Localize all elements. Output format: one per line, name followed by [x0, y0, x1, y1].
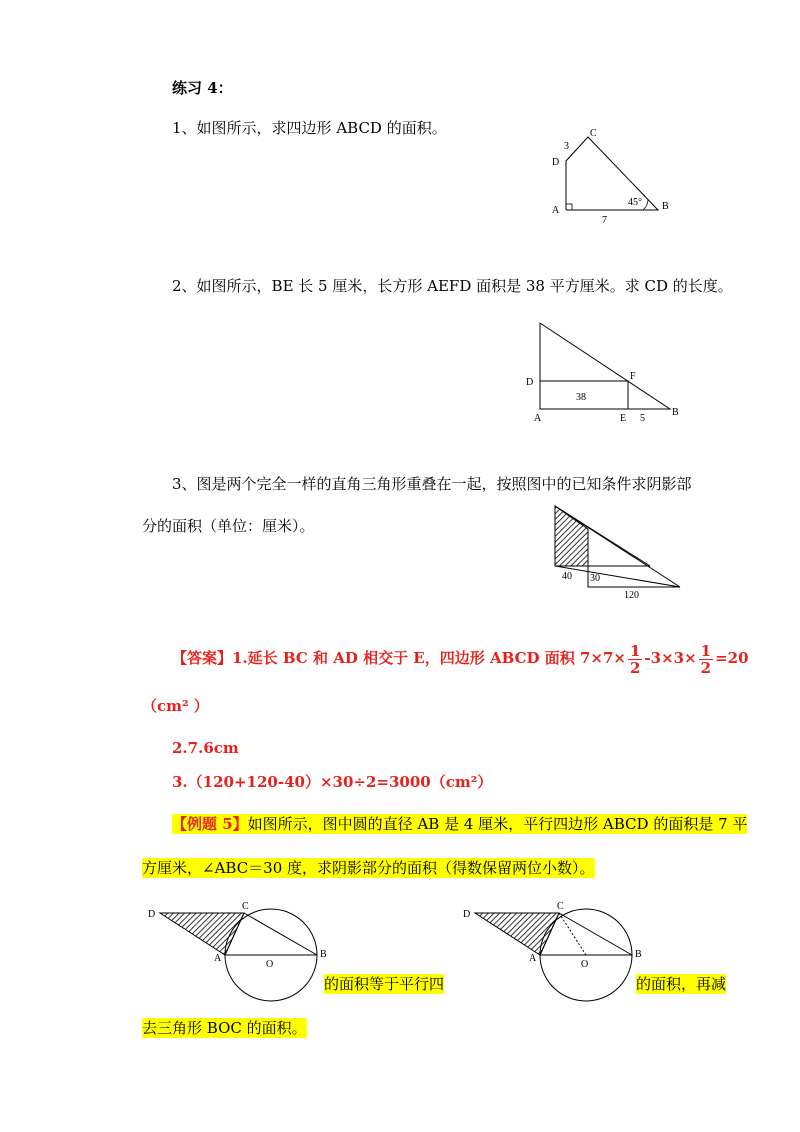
label-c: C	[242, 901, 249, 912]
circle-parallelogram-figure-right	[455, 895, 655, 1005]
label-be-5: 5	[640, 413, 645, 424]
question-3-line2: 分的面积（单位：厘米）。	[142, 517, 315, 535]
example-5-fragment-left: 的面积等于平行四	[324, 975, 445, 993]
answer-1-suffix: =20	[715, 649, 749, 667]
label-c: C	[557, 901, 564, 912]
label-d: D	[526, 377, 534, 388]
example-5-line2: 方厘米，∠ABC＝30 度，求阴影部分的面积（得数保留两位小数）。	[142, 859, 595, 877]
answer-3: 3.（120+120-40）×30÷2=3000（cm²）	[172, 773, 493, 791]
label-a: A	[534, 413, 542, 424]
quadrilateral-figure	[540, 125, 680, 235]
label-d: D	[552, 157, 560, 168]
question-3-line1: 3、图是两个完全一样的直角三角形重叠在一起，按照图中的已知条件求阴影部	[172, 475, 692, 493]
label-angle-45: 45°	[628, 197, 642, 208]
frac-den: 2	[629, 658, 641, 677]
fraction-half-1	[628, 643, 642, 676]
label-a: A	[552, 205, 560, 216]
exercise-heading: 练习 4：	[172, 79, 233, 97]
example-5-line3: 去三角形 BOC 的面积。	[142, 1019, 307, 1037]
label-30: 30	[590, 573, 600, 584]
label-side-7: 7	[602, 215, 607, 226]
question-1-text: 1、如图所示，求四边形 ABCD 的面积。	[172, 119, 447, 137]
label-a: A	[214, 953, 222, 964]
label-120: 120	[624, 590, 639, 601]
example-5-text: 如图所示，图中圆的直径 AB 是 4 厘米，平行四边形 ABCD 的面积是 7 平	[247, 815, 748, 833]
label-c: C	[590, 128, 597, 139]
label-o: O	[266, 959, 274, 970]
example-5-fragment-right: 的面积，再减	[636, 975, 727, 993]
answer-1-mid: -3×3×	[644, 649, 697, 667]
label-e: E	[620, 413, 627, 424]
rectangle-triangle-figure	[520, 315, 690, 430]
label-b: B	[662, 201, 669, 212]
label-40: 40	[562, 571, 572, 582]
label-d: D	[463, 909, 471, 920]
answer-line-1	[172, 640, 749, 676]
label-d: D	[148, 909, 156, 920]
example-5-label: 【例题 5】	[172, 815, 248, 833]
label-area-38: 38	[576, 392, 586, 403]
label-b: B	[320, 949, 327, 960]
label-f: F	[630, 371, 636, 382]
frac-den: 2	[700, 658, 712, 677]
label-b: B	[635, 949, 642, 960]
frac-num: 1	[629, 641, 641, 660]
answer-2: 2.7.6cm	[172, 739, 239, 757]
frac-num: 1	[700, 641, 712, 660]
label-o: O	[581, 959, 589, 970]
label-a: A	[529, 953, 537, 964]
example-5-line1	[172, 814, 747, 834]
overlapping-triangles-figure	[540, 500, 690, 605]
answer-1-prefix: 【答案】1.延长 BC 和 AD 相交于 E，四边形 ABCD 面积 7×7×	[172, 649, 626, 667]
label-b: B	[672, 407, 679, 418]
circle-parallelogram-figure-left	[140, 895, 340, 1005]
question-2-text: 2、如图所示，BE 长 5 厘米，长方形 AEFD 面积是 38 平方厘米。求 CD 的长度。	[172, 277, 733, 295]
answer-unit-line: （cm² ）	[142, 697, 209, 715]
label-side-3: 3	[564, 141, 569, 152]
fraction-half-2	[699, 643, 713, 676]
